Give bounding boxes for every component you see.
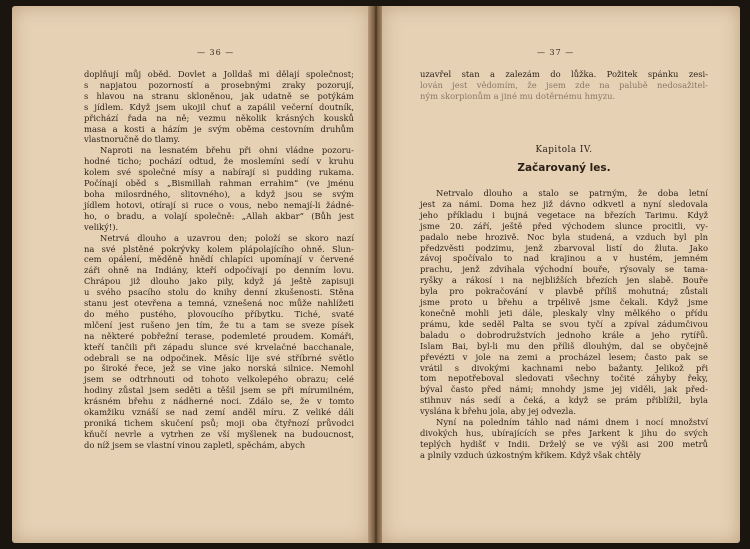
text-line: ným skorpionům a jiné mu dotěrnému hmyzu.: [420, 90, 616, 101]
text-line: přichází řada na ně; vezmu několik krásných kousků: [84, 112, 354, 123]
page-number-left: — 36 —: [197, 48, 235, 57]
text-line: boha milosrdného, slitovného), a když jsou se svým: [84, 188, 354, 199]
text-line: cem opálení, měděně hnědí chlapíci upomínají v červené: [84, 254, 354, 265]
text-line: vlastnoručně do tlamy.: [84, 134, 180, 145]
right-page: [382, 6, 740, 543]
text-line: býval často před námi; mnohdy jsme jej viděli, jak před-: [420, 384, 708, 395]
text-line: kolem své společné mísy a nabírají si pudding rukama.: [84, 167, 354, 178]
text-line: ryšky a rákosí i na nejbližších březích jen slabě. Bouře: [420, 275, 708, 286]
right-page-body: [420, 188, 708, 461]
text-line: krásném břehu z nádherné noci. Zdálo se, že v tomto: [84, 396, 354, 407]
text-line: vyslána k břehu jola, aby jej odvezla.: [420, 406, 577, 417]
left-page: [12, 6, 370, 543]
text-line: Nyní na poledním táhlo nad námi dnem i nocí množství: [436, 417, 708, 428]
text-line: s napjatou pozorností a prosebnými zraky pozorují,: [84, 79, 354, 90]
text-line: Islam Bai, byl-li mu den příliš dlouhým, dal se obyčejně: [420, 340, 708, 351]
text-line: lován jest vědomím, že jsem zde na palubě nedosažitel-: [420, 79, 708, 90]
text-line: jsme proto u břehu a trpělivě jsme čekali. Když jsme: [420, 297, 708, 308]
text-line: kteří tančili při západu slunce své krvelačné bacchanale,: [84, 341, 354, 352]
text-line: hodiny zůstal jsem seděti a těšil jsem se při mírumilném,: [84, 385, 354, 396]
text-line: stihnuv nás sedí a čeká, a když se prám přiblížil, byla: [420, 395, 708, 406]
chapter-title: Začarovaný les.: [517, 162, 611, 174]
text-line: předzvěsti podzimu, jenž zbarvoval listí do žluta. Jako: [420, 242, 708, 253]
chapter-heading: Kapitola IV.: [535, 145, 593, 155]
text-line: byla pro pokračování v plavbě příliš mohutná; zůstali: [420, 286, 708, 297]
text-line: konečně mohli jeti dále, pleskaly vlny mělkého o přídu: [420, 307, 708, 318]
text-line: prámu, kde seděl Palta se svou tyčí a zpíval zádumčivou: [420, 318, 708, 329]
text-line: s jídlem. Když jsem ukojil chuť a zapálil večerní doutník,: [84, 101, 354, 112]
text-line: Počínají oběd s „Bismillah rahman errahim“ (ve jménu: [84, 178, 354, 189]
text-line: ho, o bradu, a volají společně: „Allah akbar“ (Bůh jest: [84, 210, 354, 221]
text-line: doplňují můj oběd. Dovlet a Jolldaš mi dělají společnost;: [84, 69, 354, 79]
text-line: kňučí nevrle a vytrhen ze vší myšlenek na budoucnost,: [84, 428, 354, 439]
text-line: jsme 20. září, ještě před východem slunce procitli, vy-: [420, 220, 708, 231]
text-line: veliký!).: [84, 221, 119, 232]
text-line: baladu o dobrodružstvích jednoho krále a jeho rytířů.: [420, 329, 708, 340]
text-line: po široké řece, jež se vine jako norská silnice. Nemohl: [84, 363, 354, 374]
text-line: Netrvá dlouho a uzavrou den; položí se skoro nazí: [100, 232, 354, 243]
text-line: vrátil s divokými kachnami nebo bažanty. Jelikož při: [420, 362, 708, 373]
text-line: okamžiku vznáší se nad zemí anděl míru. Z veliké dáli: [84, 407, 354, 418]
text-line: Chrápou již dlouho jako pily, když já ještě zapisuji: [84, 276, 354, 287]
right-page-top-text: [420, 69, 708, 102]
text-line: proniká tichem skučení psů; moji oba čtyřnozí průvodci: [84, 418, 354, 428]
text-line: uzavřel stan a zalezám do lůžka. Požitek spánku zesi-: [420, 69, 708, 79]
text-line: odebrali se na odpočinek. Měsíc lije své stříbrné světlo: [84, 352, 354, 363]
text-line: teplých hydišť v Indii. Drželý se ve výši asi 200 metrů: [420, 438, 708, 449]
text-line: jídlem hotovi, otírají si ruce o vous, nebo nemají-li žádné-: [84, 199, 354, 210]
text-line: padalo nebe hrozivě. Noc byla studená, a vzduch byl pln: [420, 231, 708, 242]
text-line: Naproti na lesnatém břehu při ohni vládne pozoru-: [100, 145, 354, 156]
text-line: prachu, jenž zdvihala východní bouře, rýsovaly se tama-: [420, 264, 708, 275]
left-page-body: [84, 69, 354, 451]
text-line: u svého psacího stolu do knihy denní zkušenosti. Stěna: [84, 287, 354, 298]
text-line: masa a kosti a házím je svým oběma cestovním druhům: [84, 123, 354, 134]
text-line: převézti v jole na zemi a procházel lesem; často pak se: [420, 351, 708, 362]
text-line: divokých hus, ubírajících se přes Jarkent k jihu do svých: [420, 427, 708, 438]
text-line: Netrvalo dlouho a stalo se patrným, že doba letní: [436, 188, 708, 198]
text-line: tom nepotřeboval sledovati všechny točité záhyby řeky,: [420, 373, 708, 384]
text-line: do níž jsem se vlastní vinou zapletl, spěchám, abych: [84, 439, 306, 450]
text-line: na některé pobřežní terase, podemleté proudem. Komáři,: [84, 330, 354, 341]
text-line: mlčení jest rušeno jen tím, že tu a tam se sveze písek: [84, 319, 354, 330]
text-line: závoj spočívalo to nad krajinou a v hustém, jemném: [420, 253, 708, 264]
text-line: jest za námi. Doma hez již dávno odkvetl a nyní sledovala: [420, 198, 708, 209]
text-line: s hlavou na stranu skloněnou, jak udatně se potýkám: [84, 90, 354, 101]
text-line: stanu jest otevřena a temná, vznešená noc může nahlížeti: [84, 298, 354, 309]
text-line: a plnily vzduch úzkostným křikem. Když však chtěly: [420, 449, 641, 460]
text-line: jsem se odtrhnouti od tohoto velkolepého obrazu; celé: [84, 374, 354, 385]
text-line: hodné ticho; pochází odtud, že moslemíni sedí v kruhu: [84, 156, 354, 167]
page-number-right: — 37 —: [537, 48, 575, 57]
text-line: do mého pustého, plovoucího příbytku. Tiché, svaté: [84, 308, 354, 319]
text-line: záři ohně na Indiány, kteří odpočívají po denním lovu.: [84, 265, 354, 276]
text-line: na své plstěné pokrývky kolem plápolajícího ohně. Slun-: [84, 243, 354, 254]
text-line: jeho příkladu i bujná vegetace na březích Tarimu. Když: [420, 209, 708, 220]
